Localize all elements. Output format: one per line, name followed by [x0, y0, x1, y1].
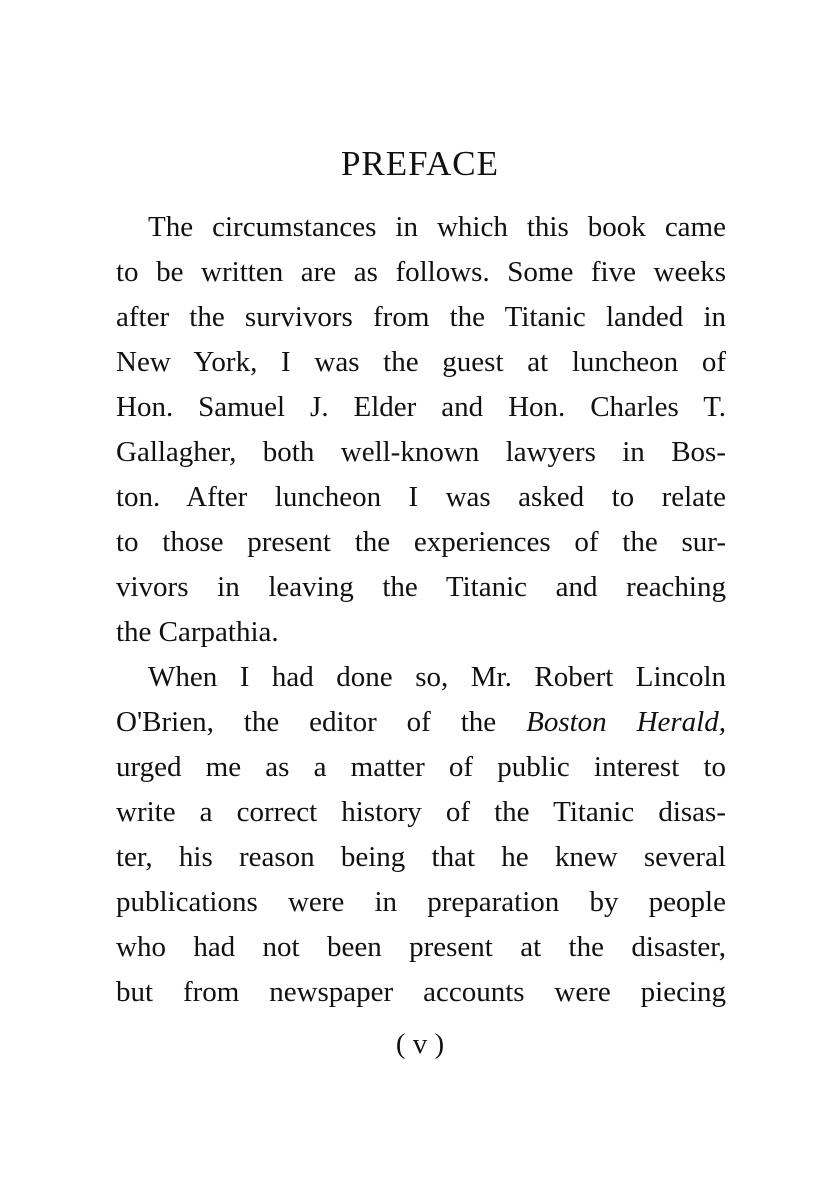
- text-line: The circumstances in which this book came: [148, 211, 726, 243]
- paragraph-1: [116, 205, 726, 655]
- text-line: publications were in preparation by people: [116, 886, 726, 918]
- text-line: urged me as a matter of public interest to: [116, 751, 726, 783]
- text-line: the Carpathia.: [116, 616, 279, 648]
- page-number: ( v ): [395, 1028, 445, 1060]
- text-line: New York, I was the guest at luncheon of: [116, 346, 726, 378]
- page-title: PREFACE: [340, 144, 500, 183]
- paragraph-2: [116, 655, 726, 1015]
- text-line: to be written are as follows. Some five weeks: [116, 256, 726, 288]
- newspaper-title: Boston Herald,: [526, 706, 726, 738]
- text-line: Hon. Samuel J. Elder and Hon. Charles T.: [116, 391, 726, 423]
- text-line: who had not been present at the disaster,: [116, 931, 726, 963]
- text-line: vivors in leaving the Titanic and reaching: [116, 571, 726, 603]
- text-line: to those present the experiences of the sur-: [116, 526, 726, 558]
- text-line-with-italic: [116, 700, 726, 745]
- text-line: When I had done so, Mr. Robert Lincoln: [148, 661, 726, 693]
- body-text: [116, 205, 726, 1015]
- text-line: but from newspaper accounts were piecing: [116, 976, 726, 1008]
- text-segment: O'Brien, the editor of the: [116, 706, 527, 738]
- text-line: after the survivors from the Titanic landed in: [116, 301, 726, 333]
- text-line: write a correct history of the Titanic disas-: [116, 796, 726, 828]
- text-line: ton. After luncheon I was asked to relate: [116, 481, 726, 513]
- text-line: Gallagher, both well-known lawyers in Bos-: [116, 436, 726, 468]
- text-line: ter, his reason being that he knew several: [116, 841, 726, 873]
